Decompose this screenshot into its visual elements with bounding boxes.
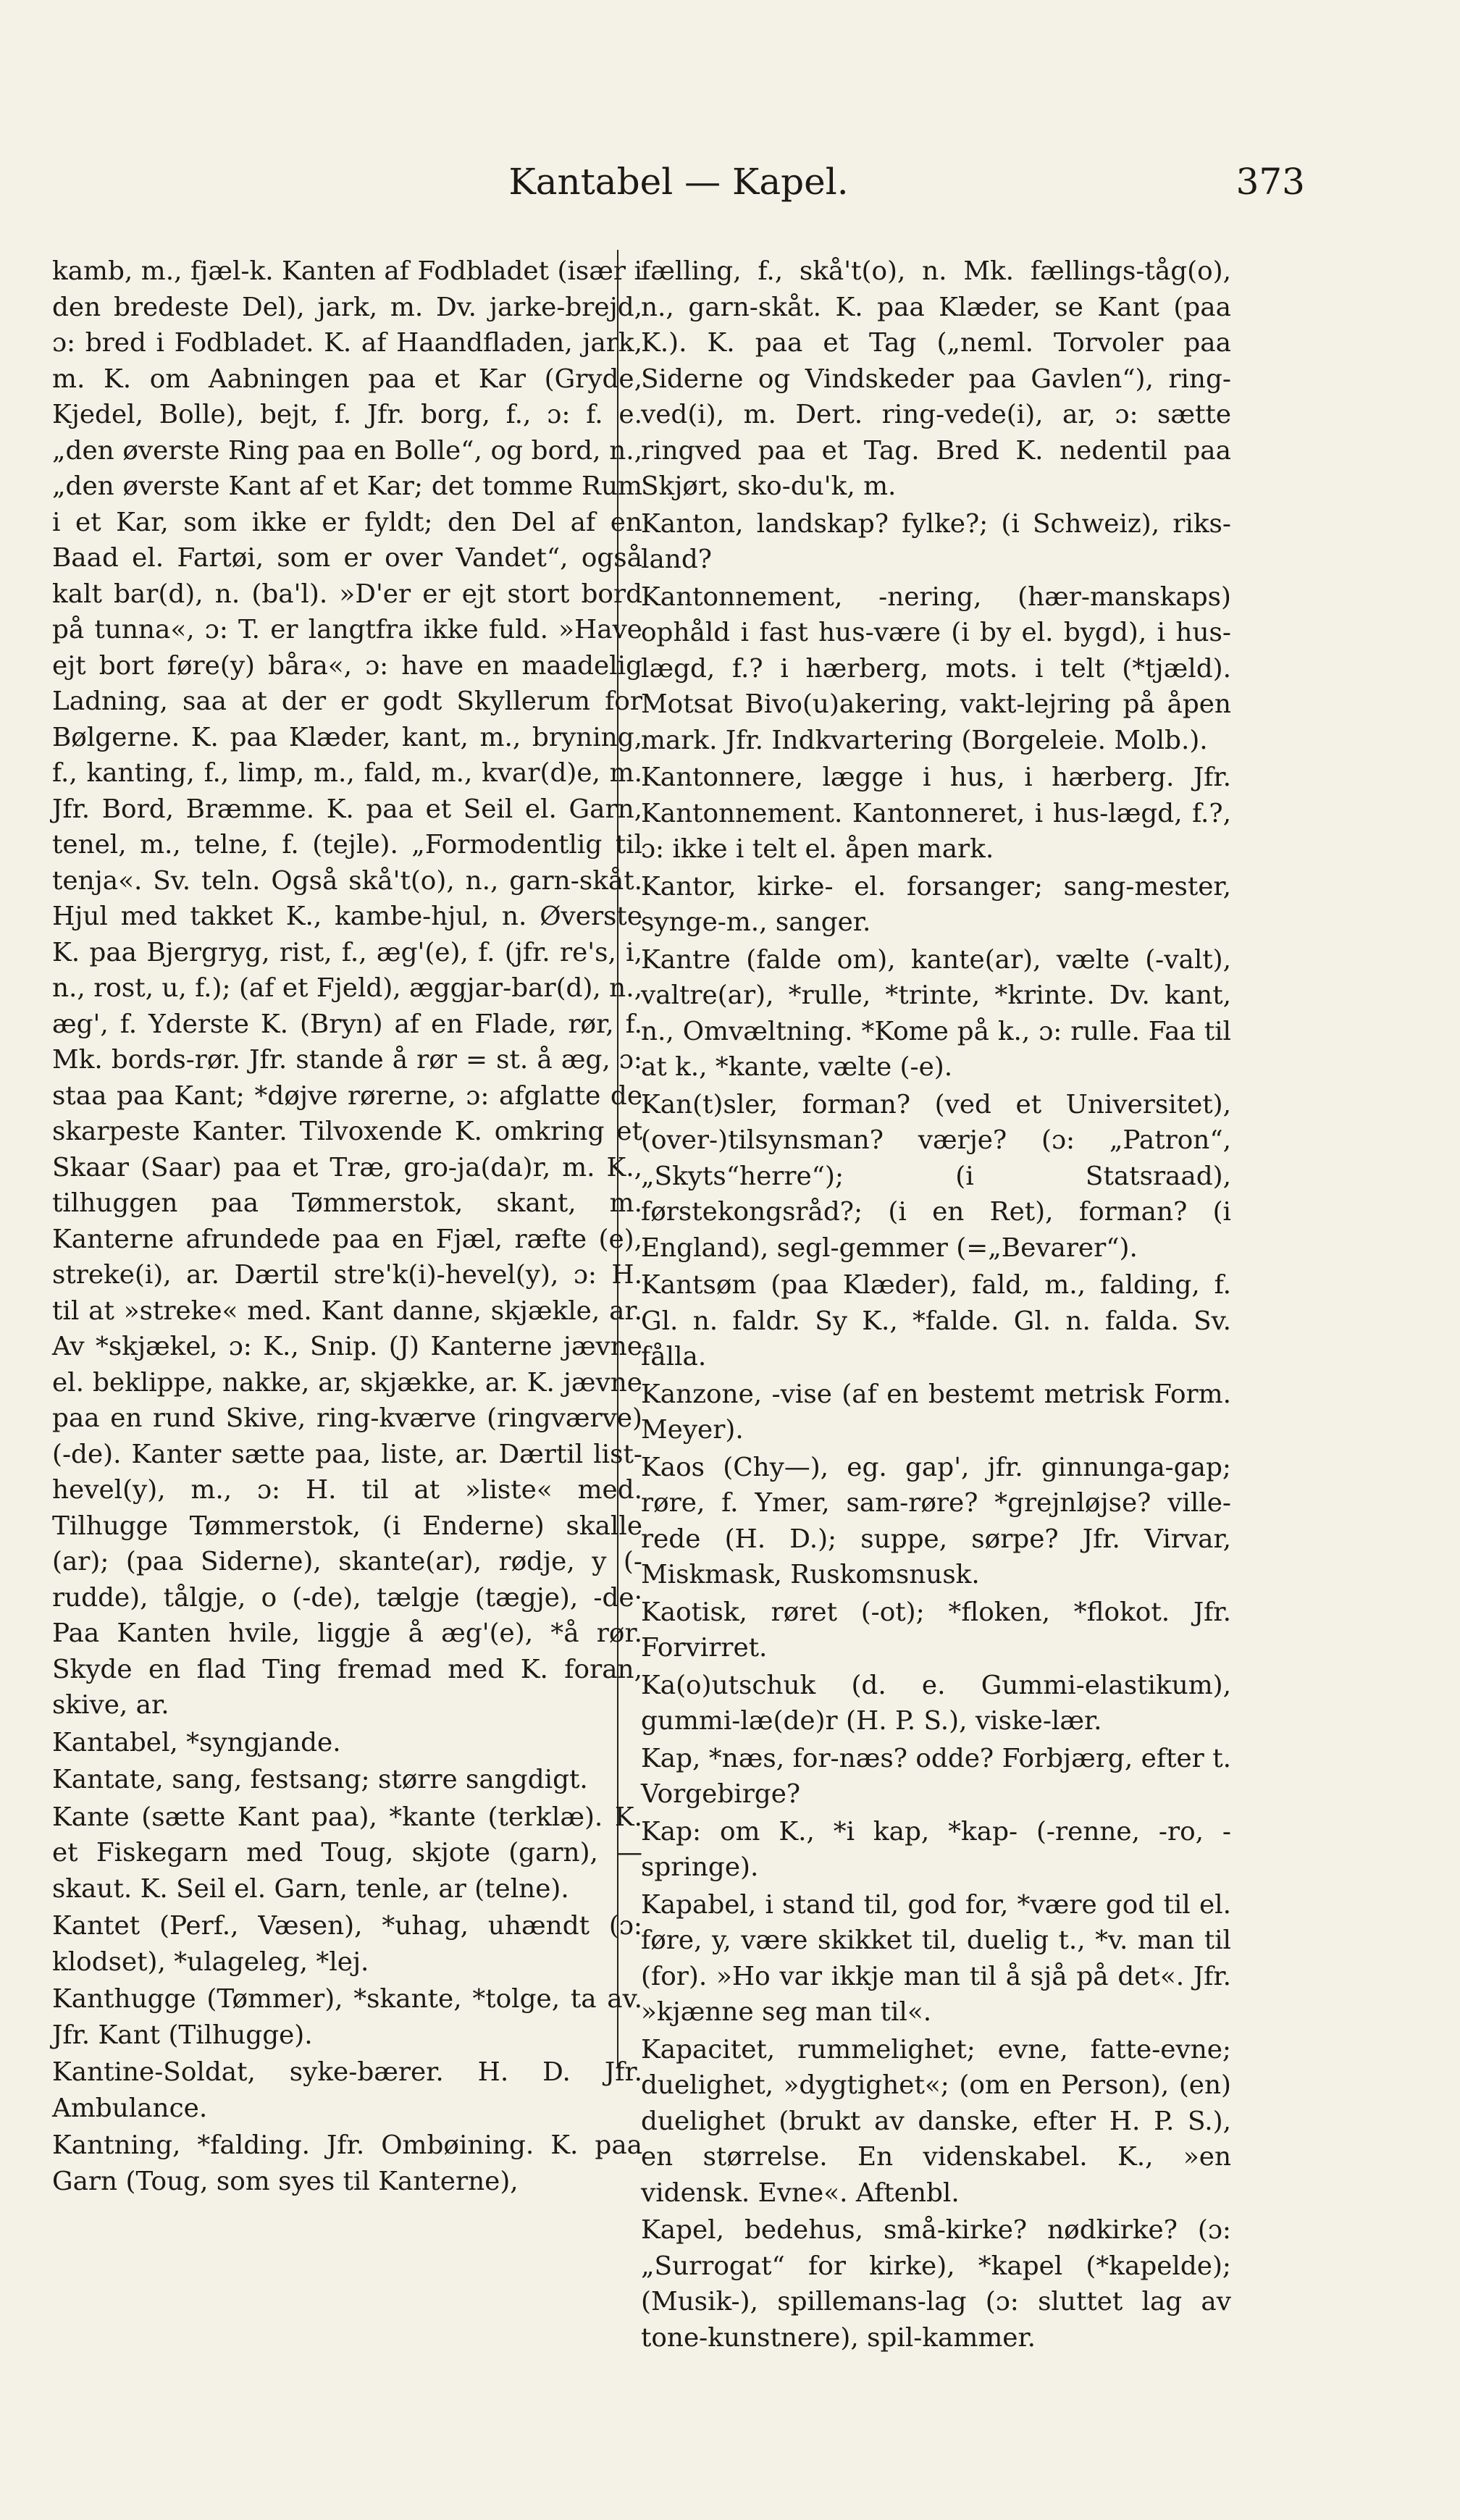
- entry: [641, 1668, 1231, 1739]
- entry: [641, 579, 1231, 759]
- right-column: [641, 253, 1231, 2357]
- entry: [641, 942, 1231, 1085]
- entry: [641, 2032, 1231, 2212]
- entry-text: Kanzone, -vise (af en bestemt metrisk Form. Meyer).: [641, 1379, 1231, 1445]
- page-title: Kantabel — Kapel.: [508, 161, 849, 203]
- entry-text: kamb, m., fjæl-k. Kanten af Fodbladet (især i den bredeste Del), jark, m. Dv. jarke-brejd, ɔ: bred i Fodbladet. K. af Haandfladen, jark, m. K. om Aabningen paa et Kar (Gryde, Kjedel, Bolle), bejt, f. Jfr. borg, f., ɔ: f. e. „den øverste Ring paa en Bolle“, og bord, n., „den øverste Kant af et Kar; det tomme Rum i et Kar, som ikke er fyldt; den Del af en Baad el. Fartøi, som er over Vandet“, også kalt bar(d), n. (ba'l). »D'er er ejt stort bord på tunna«, ɔ: T. er langtfra ikke fuld. »Have ejt bort føre(y) båra«, ɔ: have en maadelig Ladning, saa at der er godt Skyllerum for Bølgerne. K. paa Klæder, kant, m., bryning, f., kanting, f., limp, m., fald, m., kvar(d)e, m. Jfr. Bord, Bræmme. K. paa et Seil el. Garn, tenel, m., telne, f. (tejle). „Formodentlig til tenja«. Sv. teln. Også skå't(o), n., garn-skåt. Hjul med takket K., kambe-hjul, n. Øverste K. paa Bjergryg, rist, f., æg'(e), f. (jfr. re's, i, n., rost, u, f.); (af et Fjeld), æggjar-bar(d), n., æg', f. Yderste K. (Bryn) af en Flade, rør, f. Mk. bords-rør. Jfr. stande å rør = st. å æg, ɔ: staa paa Kant; *døjve rørerne, ɔ: afglatte de skarpeste Kanter. Tilvoxende K. omkring et Skaar (Saar) paa et Træ, gro-ja(da)r, m. K., tilhuggen paa Tømmerstok, skant, m. Kanterne afrundede paa en Fjæl, ræfte (e), streke(i), ar. Dærtil stre'k(i)-hevel(y), ɔ: H. til at »streke« med. Kant danne, skjækle, ar. Av *skjækel, ɔ: K., Snip. (J) Kanterne jævne el. beklippe, nakke, ar, skjække, ar. K. jævne paa en rund Skive, ring-kværve (ringværve) (-de). Kanter sætte paa, liste, ar. Dærtil list-hevel(y), m., ɔ: H. til at »liste« med. Tilhugge Tømmerstok, (i Enderne) skalle (ar); (paa Siderne), skante(ar), rødje, y (-rudde), tålgje, o (-de), tælgje (tægje), -de· Paa Kanten hvile, liggje å æg'(e), *å rør. Skyde en flad Ting fremad med K. foran, skive, ar.: [52, 256, 642, 1720]
- entry-text: Kaos (Chy—), eg. gap', jfr. ginnunga-gap; røre, f. Ymer, sam-røre? *grejnløjse? ville-rede (H. D.); suppe, sørpe? Jfr. Virvar, Miskmask, Ruskomsnusk.: [641, 1452, 1231, 1589]
- entry-text: Kaotisk, røret (-ot); *floken, *flokot. Jfr. Forvirret.: [641, 1597, 1231, 1663]
- entry: [641, 1741, 1231, 1813]
- entry-text: Kap, *næs, for-næs? odde? Forbjærg, efter t. Vorgebirge?: [641, 1743, 1231, 1809]
- entry: [52, 2128, 642, 2199]
- entry-text: Kantabel, *syngjande.: [52, 1727, 341, 1757]
- entry: [641, 2212, 1231, 2356]
- entry: [641, 760, 1231, 868]
- entry-text: Kante (sætte Kant paa), *kante (terklæ). K. et Fiskegarn med Toug, skjote (garn), — skaut. K. Seil el. Garn, tenle, ar (telne).: [52, 1802, 642, 1904]
- entry: [52, 1908, 642, 1980]
- entry-text: Kapacitet, rummelighet; evne, fatte-evne; duelighet, »dygtighet«; (om en Person), (en) duelighet (brukt av danske, efter H. P. S.), en størrelse. En videnskabel. K., »en vidensk. Evne«. Aftenbl.: [641, 2034, 1231, 2208]
- entry: [52, 1762, 642, 1798]
- entry-text: Kantonnere, lægge i hus, i hærberg. Jfr. Kantonnement. Kantonneret, i hus-lægd, f.?, ɔ: ikke i telt el. åpen mark.: [641, 763, 1231, 864]
- entry: [641, 506, 1231, 578]
- entry-text: Kantate, sang, festsang; større sangdigt.: [52, 1765, 588, 1794]
- entry: [641, 1887, 1231, 2030]
- entry: [52, 1725, 642, 1761]
- entry-text: fælling, f., skå't(o), n. Mk. fællings-tåg(o), n., garn-skåt. K. paa Klæder, se Kant (paa K.). K. paa et Tag („neml. Torvoler paa Siderne og Vindskeder paa Gavlen“), ring-ved(i), m. Dert. ring-vede(i), ar, ɔ: sætte ringved paa et Tag. Bred K. nedentil paa Skjørt, sko-du'k, m.: [641, 256, 1231, 501]
- entry: [641, 1450, 1231, 1593]
- entry-text: Kantine-Soldat, syke-bærer. H. D. Jfr. Ambulance.: [52, 2057, 642, 2123]
- entry-text: Kapel, bedehus, små-kirke? nødkirke? (ɔ: „Surrogat“ for kirke), *kapel (*kapelde); (Musik-), spillemans-lag (ɔ: sluttet lag av tone-kunstnere), spil-kammer.: [641, 2215, 1231, 2353]
- left-column: [52, 253, 642, 2201]
- entry: [641, 1814, 1231, 1886]
- entry-text: Kantor, kirke- el. forsanger; sang-mester, synge-m., sanger.: [641, 871, 1231, 937]
- entry-text: Kantsøm (paa Klæder), fald, m., falding, f. Gl. n. faldr. Sy K., *falde. Gl. n. falda. Sv. fålla.: [641, 1270, 1231, 1372]
- entry: [52, 1799, 642, 1907]
- entry: [52, 1981, 642, 2053]
- page-number: 373: [1235, 161, 1305, 203]
- entry-text: Kap: om K., *i kap, *kap- (-renne, -ro, -springe).: [641, 1816, 1231, 1882]
- entry: [641, 1087, 1231, 1267]
- entry: [641, 869, 1231, 941]
- entry-text: Kan(t)sler, forman? (ved et Universitet), (over-)tilsynsman? værje? (ɔ: „Patron“, „Skyts“herre“); (i Statsraad), førstekongsråd?; (i en Ret), forman? (i England), segl-gemmer (=„Bevarer“).: [641, 1089, 1231, 1263]
- entry: [641, 1267, 1231, 1375]
- entry-text: Kantonnement, -nering, (hær-manskaps) ophåld i fast hus-være (i by el. bygd), i hus-lægd, f.? i hærberg, mots. i telt (*tjæld). Motsat Bivo(u)akering, vakt-lejring på åpen mark. Jfr. Indkvartering (Borgeleie. Molb.).: [641, 581, 1231, 755]
- page-header: [52, 161, 1305, 226]
- entry-text: Kantre (falde om), kante(ar), vælte (-valt), valtre(ar), *rulle, *trinte, *krinte. Dv. kant, n., Omvæltning. *Kome på k., ɔ: rulle. Faa til at k., *kante, vælte (-e).: [641, 944, 1231, 1082]
- entry-text: Kanton, landskap? fylke?; (i Schweiz), riks-land?: [641, 508, 1231, 574]
- entry-text: Kantning, *falding. Jfr. Ombøining. K. paa Garn (Toug, som syes til Kanterne),: [52, 2130, 642, 2196]
- entry-text: Ka(o)utschuk (d. e. Gummi-elastikum), gummi-læ(de)r (H. P. S.), viske-lær.: [641, 1670, 1231, 1736]
- entry: [641, 1595, 1231, 1666]
- entry-text: Kanthugge (Tømmer), *skante, *tolge, ta av. Jfr. Kant (Tilhugge).: [52, 1984, 642, 2050]
- entry: [641, 1377, 1231, 1448]
- entry-text: Kapabel, i stand til, god for, *være god til el. føre, y, være skikket til, duelig t., *v. man til (for). »Ho var ikkje man til å sjå på det«. Jfr. »kjænne seg man til«.: [641, 1889, 1231, 2027]
- entry: [52, 253, 642, 1723]
- entry: [641, 253, 1231, 505]
- entry: [52, 2054, 642, 2126]
- entry-text: Kantet (Perf., Væsen), *uhag, uhændt (ɔ: klodset), *ulageleg, *lej.: [52, 1911, 642, 1977]
